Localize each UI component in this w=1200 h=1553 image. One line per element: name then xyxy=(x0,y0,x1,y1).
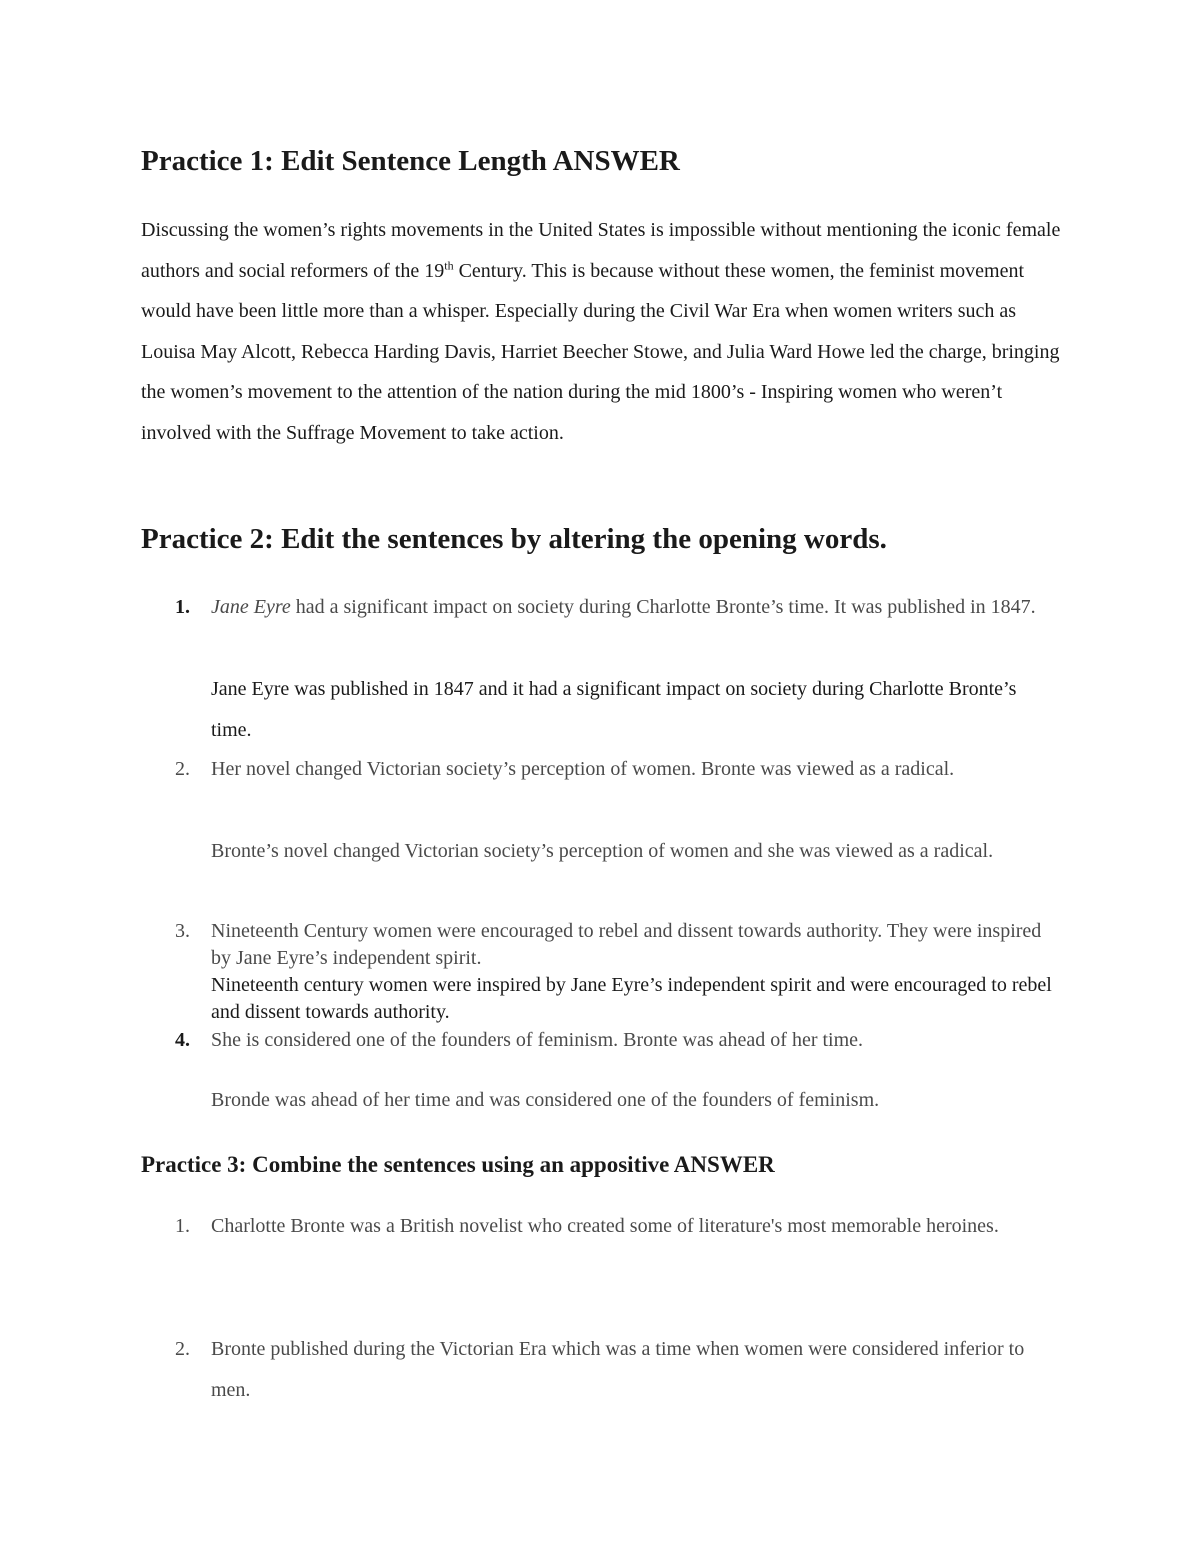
practice1-paragraph xyxy=(141,210,1061,454)
list-number: 3. xyxy=(175,920,190,942)
list-number: 1. xyxy=(175,1215,190,1237)
practice2-item-2-answer: Bronte’s novel changed Victorian society’s perception of women and she was viewed as a radical. xyxy=(211,840,994,862)
practice2-item-1-original-rest: had a significant impact on society during Charlotte Bronte’s time. It was published in 1847. xyxy=(290,596,1036,618)
practice2-item-3-answer: Nineteenth century women were inspired by Jane Eyre’s independent spirit and were encouraged to rebel and dissent towards authority. xyxy=(211,974,1052,1023)
practice3-item-2-text: Bronte published during the Victorian Era which was a time when women were considered inferior to men. xyxy=(211,1338,1025,1401)
list-number: 1. xyxy=(175,596,190,618)
practice2-heading: Practice 2: Edit the sentences by altering the opening words. xyxy=(141,523,887,555)
practice1-paragraph-part1: Discussing the women’s rights movements in the United States is impossible without mentioning the iconic female authors and social reformers of the 19 xyxy=(141,219,1061,282)
list-number: 2. xyxy=(175,758,190,780)
practice2-item-1-answer: Jane Eyre was published in 1847 and it had a significant impact on society during Charlotte Bronte’s time. xyxy=(211,678,1017,741)
practice3-item-1-text: Charlotte Bronte was a British novelist who created some of literature's most memorable heroines. xyxy=(211,1215,999,1237)
practice1-heading: Practice 1: Edit Sentence Length ANSWER xyxy=(141,145,680,177)
list-number: 4. xyxy=(175,1029,190,1051)
practice2-item-1-original xyxy=(211,587,1061,628)
practice1-paragraph-part2: Century. This is because without these women, the feminist movement would have been little more than a whisper. Especially during the Civil War Era when women writers such as Louisa May Alcott, Rebecca Harding Davis, Harriet Beecher Stowe, and Julia Ward Howe led the charge, bringing the women’s movement to the attention of the nation during the mid 1800’s - Inspiring women who weren’t involved with the Suffrage Movement to take action. xyxy=(141,259,1060,444)
book-title-italic: Jane Eyre xyxy=(211,596,291,618)
practice2-item-4-original: She is considered one of the founders of feminism. Bronte was ahead of her time. xyxy=(211,1029,864,1051)
list-number: 2. xyxy=(175,1338,190,1360)
superscript-th: th xyxy=(444,257,454,272)
practice2-item-2-original: Her novel changed Victorian society’s perception of women. Bronte was viewed as a radical. xyxy=(211,758,955,780)
practice3-heading: Practice 3: Combine the sentences using an appositive ANSWER xyxy=(141,1152,775,1177)
practice2-item-4-answer: Bronde was ahead of her time and was considered one of the founders of feminism. xyxy=(211,1089,880,1111)
practice2-item-3-original: Nineteenth Century women were encouraged to rebel and dissent towards authority. They were inspired by Jane Eyre’s independent spirit. xyxy=(211,920,1042,969)
